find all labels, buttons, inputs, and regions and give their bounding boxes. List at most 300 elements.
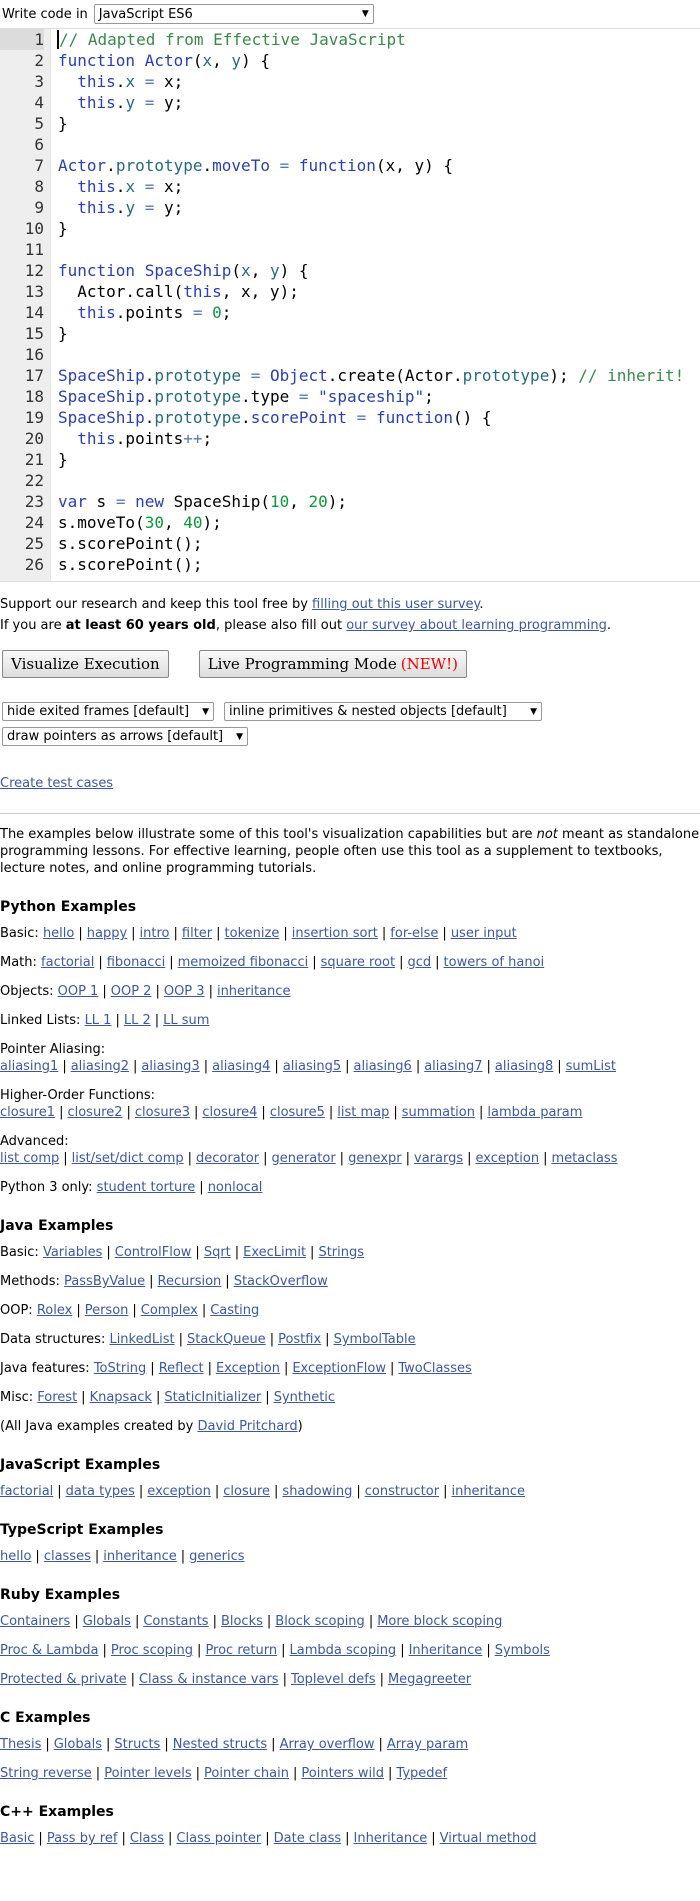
- create-test-cases-link[interactable]: Create test cases: [0, 776, 114, 791]
- example-link-hello[interactable]: hello: [42, 926, 75, 941]
- code-line: [0, 365, 700, 386]
- example-link-classes[interactable]: classes: [43, 1549, 91, 1564]
- example-link-ll-1[interactable]: LL 1: [84, 1013, 112, 1028]
- example-row-label: Python 3 only:: [0, 1180, 97, 1195]
- example-link-pointer-levels[interactable]: Pointer levels: [104, 1766, 192, 1781]
- example-link-symbols[interactable]: Symbols: [494, 1643, 550, 1658]
- example-link-stackqueue[interactable]: StackQueue: [186, 1332, 266, 1347]
- example-link-constructor[interactable]: constructor: [364, 1484, 440, 1499]
- code-editor[interactable]: [0, 28, 700, 582]
- code-line: [0, 323, 700, 344]
- example-link-basic[interactable]: Basic: [0, 1831, 35, 1846]
- example-row: [0, 954, 700, 971]
- example-link-memoized-fibonacci[interactable]: memoized fibonacci: [177, 955, 309, 970]
- example-link-aliasing8[interactable]: aliasing8: [494, 1059, 554, 1074]
- line-number: 9: [34, 198, 44, 217]
- visualize-label: Visualize Execution: [11, 655, 160, 673]
- example-link-aliasing2[interactable]: aliasing2: [70, 1059, 130, 1074]
- example-link-oop-1[interactable]: OOP 1: [57, 984, 99, 999]
- example-row: [0, 1087, 700, 1121]
- example-link-forest[interactable]: Forest: [37, 1390, 78, 1405]
- frames-select[interactable]: [2, 702, 214, 721]
- separator: |: [98, 955, 103, 970]
- chevron-down-icon: ▼: [530, 706, 537, 717]
- code-lines: [0, 29, 700, 575]
- separator: |: [274, 1484, 279, 1499]
- intro-part-2: meant as standalone programming lessons. For effective learning, people often use this tool as a supplement to textbooks, lecture notes, and online programming tutorials.: [0, 827, 700, 876]
- separator: |: [312, 955, 317, 970]
- code-line: [0, 176, 700, 197]
- visualize-execution-button[interactable]: [2, 650, 169, 678]
- separator: |: [173, 926, 178, 941]
- code-text: s.moveTo(30, 40);: [58, 513, 222, 532]
- example-link-class-instance-vars[interactable]: Class & instance vars: [138, 1672, 279, 1687]
- example-row: [0, 1418, 700, 1435]
- example-link-ll-sum[interactable]: LL sum: [163, 1013, 210, 1028]
- code-text: this.x = x;: [77, 72, 184, 91]
- example-link-tostring[interactable]: ToString: [93, 1361, 147, 1376]
- separator: |: [281, 1643, 286, 1658]
- example-link-fibonacci[interactable]: fibonacci: [106, 955, 166, 970]
- example-link-insertion-sort[interactable]: insertion sort: [291, 926, 378, 941]
- example-link-proc-lambda[interactable]: Proc & Lambda: [0, 1643, 99, 1658]
- example-link-closure[interactable]: closure: [223, 1484, 271, 1499]
- code-line: [0, 449, 700, 470]
- separator: |: [486, 1643, 491, 1658]
- example-link-array-overflow[interactable]: Array overflow: [279, 1737, 375, 1752]
- line-number: 18: [24, 387, 44, 406]
- example-link-square-root[interactable]: square root: [320, 955, 396, 970]
- example-row-label: Basic:: [0, 926, 43, 941]
- separator: |: [415, 1059, 421, 1074]
- example-link-inheritance[interactable]: inheritance: [103, 1549, 177, 1564]
- line-number: 6: [34, 135, 44, 154]
- example-row-label: Linked Lists:: [0, 1013, 85, 1028]
- example-link-lambda-param[interactable]: lambda param: [487, 1105, 583, 1120]
- language-row: [0, 0, 700, 28]
- code-line: [0, 512, 700, 533]
- age-survey-bold: at least 60 years old: [65, 618, 216, 633]
- separator: |: [102, 1643, 107, 1658]
- age-survey-text: If you are: [0, 618, 66, 633]
- example-row: [0, 1736, 700, 1753]
- separator: |: [35, 1549, 40, 1564]
- example-link-virtual-method[interactable]: Virtual method: [439, 1831, 537, 1846]
- separator: |: [442, 926, 447, 941]
- code-line: [0, 491, 700, 512]
- example-row: [0, 1360, 700, 1377]
- separator: |: [390, 1361, 395, 1376]
- example-link-nonlocal[interactable]: nonlocal: [207, 1180, 263, 1195]
- separator: |: [381, 926, 387, 941]
- example-link-gcd[interactable]: gcd: [407, 955, 432, 970]
- example-link-nested-structs[interactable]: Nested structs: [172, 1737, 268, 1752]
- example-link-varargs[interactable]: varargs: [414, 1151, 464, 1166]
- example-link-twoclasses[interactable]: TwoClasses: [398, 1361, 472, 1376]
- example-link-protected-private[interactable]: Protected & private: [0, 1672, 127, 1687]
- example-link-happy[interactable]: happy: [86, 926, 128, 941]
- example-link-decorator[interactable]: decorator: [196, 1151, 260, 1166]
- example-row: [0, 1765, 700, 1782]
- code-text: function Actor(x, y) {: [58, 51, 270, 70]
- example-link-closure4[interactable]: closure4: [202, 1105, 258, 1120]
- separator: |: [62, 1059, 67, 1074]
- separator: |: [154, 1013, 160, 1028]
- separator: |: [265, 1831, 270, 1846]
- code-text: this.x = x;: [77, 177, 184, 196]
- separator: |: [405, 1151, 411, 1166]
- example-row: [0, 1133, 700, 1167]
- live-programming-button[interactable]: [199, 650, 467, 678]
- example-link-exception[interactable]: exception: [147, 1484, 211, 1499]
- separator: |: [400, 1643, 405, 1658]
- language-select[interactable]: [94, 4, 374, 24]
- separator: |: [234, 1245, 240, 1260]
- code-text: function SpaceShip(x, y) {: [58, 261, 309, 280]
- example-link-exception[interactable]: exception: [475, 1151, 540, 1166]
- example-link-class-pointer[interactable]: Class pointer: [176, 1831, 262, 1846]
- example-link-blocks[interactable]: Blocks: [220, 1614, 263, 1629]
- line-number: 12: [24, 261, 44, 280]
- example-link-reflect[interactable]: Reflect: [158, 1361, 204, 1376]
- write-code-label: Write code in: [2, 6, 88, 22]
- example-link-generator[interactable]: generator: [271, 1151, 336, 1166]
- code-text: }: [58, 114, 68, 133]
- line-number: 2: [34, 51, 44, 70]
- example-link-closure5[interactable]: closure5: [269, 1105, 325, 1120]
- example-link-list-comp[interactable]: list comp: [0, 1151, 60, 1166]
- learning-survey-link[interactable]: our survey about learning programming: [346, 618, 607, 633]
- example-link-array-param[interactable]: Array param: [386, 1737, 469, 1752]
- example-link-aliasing3[interactable]: aliasing3: [141, 1059, 200, 1074]
- separator: |: [187, 1151, 193, 1166]
- line-number: 1: [0, 29, 44, 50]
- python-examples-heading: Python Examples: [0, 899, 137, 915]
- example-link-complex[interactable]: Complex: [140, 1303, 198, 1318]
- example-link-proc-return[interactable]: Proc return: [205, 1643, 278, 1658]
- code-line: [0, 218, 700, 239]
- code-line: [0, 344, 700, 365]
- chevron-down-icon: ▼: [236, 731, 243, 742]
- example-link-more-block-scoping[interactable]: More block scoping: [377, 1614, 503, 1629]
- primitives-select-value: inline primitives & nested objects [default]: [229, 704, 507, 719]
- example-link-casting[interactable]: Casting: [210, 1303, 260, 1318]
- code-text: var s = new SpaceShip(10, 20);: [58, 492, 348, 511]
- example-row-label: OOP:: [0, 1303, 37, 1318]
- code-text: this.y = y;: [77, 93, 184, 112]
- separator: |: [115, 1013, 120, 1028]
- code-line: [0, 50, 700, 71]
- line-number: 24: [24, 513, 44, 532]
- example-link-linkedlist[interactable]: LinkedList: [109, 1332, 175, 1347]
- example-link-student-torture[interactable]: student torture: [96, 1180, 196, 1195]
- example-row: [0, 1548, 700, 1565]
- example-link-shadowing[interactable]: shadowing: [282, 1484, 353, 1499]
- example-link-sqrt[interactable]: Sqrt: [203, 1245, 231, 1260]
- example-link-date-class[interactable]: Date class: [273, 1831, 342, 1846]
- pointers-select-value: draw pointers as arrows [default]: [7, 729, 224, 744]
- example-link-summation[interactable]: summation: [401, 1105, 475, 1120]
- separator: |: [121, 1831, 126, 1846]
- example-link-inheritance[interactable]: inheritance: [451, 1484, 525, 1499]
- action-buttons: [0, 650, 700, 678]
- example-row: [0, 1389, 700, 1406]
- example-link-aliasing7[interactable]: aliasing7: [424, 1059, 483, 1074]
- example-link-aliasing5[interactable]: aliasing5: [282, 1059, 342, 1074]
- user-survey-link[interactable]: filling out this user survey: [312, 597, 480, 612]
- example-link-typedef[interactable]: Typedef: [396, 1766, 448, 1781]
- example-link-inheritance[interactable]: inheritance: [216, 984, 291, 999]
- example-link-globals[interactable]: Globals: [53, 1737, 102, 1752]
- code-text: }: [58, 324, 68, 343]
- example-row: [0, 1273, 700, 1290]
- example-link-strings[interactable]: Strings: [318, 1245, 365, 1260]
- separator: |: [45, 1737, 50, 1752]
- example-link-controlflow[interactable]: ControlFlow: [114, 1245, 192, 1260]
- code-line: [0, 197, 700, 218]
- example-row: [0, 1671, 700, 1688]
- example-link-pointers-wild[interactable]: Pointers wild: [301, 1766, 385, 1781]
- example-row: [0, 1179, 700, 1196]
- intro-emphasis: not: [536, 827, 558, 842]
- separator: |: [74, 1614, 79, 1629]
- divider: [0, 813, 700, 814]
- separator: |: [388, 1766, 393, 1781]
- example-link-class[interactable]: Class: [129, 1831, 165, 1846]
- example-link-factorial[interactable]: factorial: [41, 955, 95, 970]
- example-link-aliasing6[interactable]: aliasing6: [353, 1059, 412, 1074]
- separator: |: [399, 955, 404, 970]
- code-text: }: [58, 450, 68, 469]
- example-link-metaclass[interactable]: metaclass: [551, 1151, 618, 1166]
- separator: |: [443, 1484, 448, 1499]
- survey-text: Support our research and keep this tool free by: [0, 597, 313, 612]
- separator: |: [263, 1151, 268, 1166]
- example-link-passbyvalue[interactable]: PassByValue: [64, 1274, 146, 1289]
- example-link-stackoverflow[interactable]: StackOverflow: [233, 1274, 328, 1289]
- example-link-sumlist[interactable]: sumList: [565, 1059, 617, 1074]
- example-link-block-scoping[interactable]: Block scoping: [275, 1614, 365, 1629]
- survey-notice: [0, 582, 700, 636]
- example-row: [0, 1331, 700, 1348]
- java-examples-heading: Java Examples: [0, 1218, 114, 1234]
- example-link-recursion[interactable]: Recursion: [157, 1274, 222, 1289]
- example-link-list-set-dict-comp[interactable]: list/set/dict comp: [71, 1151, 184, 1166]
- separator: |: [81, 1390, 86, 1405]
- example-row-label: Objects:: [0, 984, 58, 999]
- separator: |: [193, 1105, 199, 1120]
- code-text: SpaceShip.prototype.scorePoint = function() {: [58, 408, 492, 427]
- survey-line-1: [0, 594, 700, 615]
- example-link-inheritance[interactable]: Inheritance: [408, 1643, 483, 1658]
- separator: |: [168, 1831, 173, 1846]
- separator: |: [178, 1332, 183, 1347]
- example-link-execlimit[interactable]: ExecLimit: [243, 1245, 307, 1260]
- age-survey-text-mid: , please also fill out: [215, 618, 347, 633]
- code-text: this.points++;: [77, 429, 213, 448]
- example-link-filter[interactable]: filter: [181, 926, 213, 941]
- example-row-label: Math:: [0, 955, 42, 970]
- example-link-user-input[interactable]: user input: [450, 926, 517, 941]
- example-row-label: Data structures:: [0, 1332, 110, 1347]
- code-line: [0, 71, 700, 92]
- example-link-string-reverse[interactable]: String reverse: [0, 1766, 92, 1781]
- example-row: [0, 1642, 700, 1659]
- line-number: 7: [34, 156, 44, 175]
- separator: |: [130, 1672, 135, 1687]
- example-link-thesis[interactable]: Thesis: [0, 1737, 42, 1752]
- example-link-megagreeter[interactable]: Megagreeter: [387, 1672, 472, 1687]
- pointers-select[interactable]: [2, 727, 248, 746]
- example-link-pass-by-ref[interactable]: Pass by ref: [46, 1831, 118, 1846]
- code-text: Actor.prototype.moveTo = function(x, y) {: [58, 156, 453, 175]
- example-row-label: Misc:: [0, 1390, 38, 1405]
- example-row-suffix: ): [297, 1419, 303, 1434]
- example-link-closure2[interactable]: closure2: [67, 1105, 123, 1120]
- line-number: 13: [24, 282, 44, 301]
- example-link-pointer-chain[interactable]: Pointer chain: [204, 1766, 289, 1781]
- separator: |: [328, 1105, 334, 1120]
- separator: |: [134, 1614, 140, 1629]
- example-link-synthetic[interactable]: Synthetic: [273, 1390, 336, 1405]
- example-link-variables[interactable]: Variables: [42, 1245, 103, 1260]
- primitives-select[interactable]: [224, 702, 542, 721]
- separator: |: [431, 1831, 436, 1846]
- code-text: // Adapted from Effective JavaScript: [59, 30, 406, 49]
- intro-part-1: The examples below illustrate some of this tool's visualization capabilities but are: [0, 827, 537, 842]
- separator: |: [467, 1151, 472, 1166]
- example-link-symboltable[interactable]: SymbolTable: [333, 1332, 416, 1347]
- ruby-examples-heading: Ruby Examples: [0, 1587, 121, 1603]
- example-row: [0, 1830, 700, 1847]
- separator: |: [197, 1643, 202, 1658]
- line-number: 11: [24, 240, 44, 259]
- code-line: [0, 407, 700, 428]
- example-link-toplevel-defs[interactable]: Toplevel defs: [290, 1672, 376, 1687]
- separator: |: [478, 1105, 484, 1120]
- line-number: 26: [24, 555, 44, 574]
- separator: |: [310, 1245, 315, 1260]
- example-link-factorial[interactable]: factorial: [0, 1484, 54, 1499]
- separator: |: [38, 1831, 43, 1846]
- example-link-exception[interactable]: Exception: [215, 1361, 280, 1376]
- example-link-for-else[interactable]: for-else: [390, 926, 439, 941]
- example-row: [0, 1302, 700, 1319]
- code-line: [0, 554, 700, 575]
- separator: |: [208, 984, 213, 999]
- example-link-oop-3[interactable]: OOP 3: [163, 984, 205, 999]
- separator: |: [138, 1484, 144, 1499]
- code-line: [0, 92, 700, 113]
- example-link-towers-of-hanoi[interactable]: towers of hanoi: [443, 955, 545, 970]
- survey-line-2: [0, 615, 700, 636]
- example-link-list-map[interactable]: list map: [337, 1105, 390, 1120]
- line-number: 16: [24, 345, 44, 364]
- separator: |: [207, 1361, 212, 1376]
- separator: |: [368, 1614, 374, 1629]
- separator: |: [325, 1332, 330, 1347]
- frames-select-value: hide exited frames [default]: [7, 704, 190, 719]
- example-row: [0, 1012, 700, 1029]
- code-text: s.scorePoint();: [58, 534, 203, 553]
- example-link-intro[interactable]: intro: [139, 926, 170, 941]
- example-row-label: Java features:: [0, 1361, 94, 1376]
- example-link-constants[interactable]: Constants: [143, 1614, 209, 1629]
- example-link-knapsack[interactable]: Knapsack: [89, 1390, 152, 1405]
- example-link-closure3[interactable]: closure3: [134, 1105, 190, 1120]
- separator: |: [214, 1484, 220, 1499]
- example-link-inheritance[interactable]: Inheritance: [353, 1831, 428, 1846]
- line-number: 3: [34, 72, 44, 91]
- line-number: 4: [34, 93, 44, 112]
- separator: |: [486, 1059, 491, 1074]
- javascript-examples-heading: JavaScript Examples: [0, 1457, 161, 1473]
- line-number: 8: [34, 177, 44, 196]
- example-link-postfix[interactable]: Postfix: [278, 1332, 322, 1347]
- example-link-lambda-scoping[interactable]: Lambda scoping: [289, 1643, 397, 1658]
- separator: |: [265, 1390, 270, 1405]
- separator: |: [195, 1245, 200, 1260]
- separator: |: [266, 1614, 272, 1629]
- example-link-genexpr[interactable]: genexpr: [348, 1151, 402, 1166]
- code-line: [0, 260, 700, 281]
- example-link-hello[interactable]: hello: [0, 1549, 32, 1564]
- example-link-aliasing1[interactable]: aliasing1: [0, 1059, 59, 1074]
- separator: |: [543, 1151, 548, 1166]
- example-link-aliasing4[interactable]: aliasing4: [212, 1059, 271, 1074]
- separator: |: [282, 1672, 287, 1687]
- code-line: [0, 113, 700, 134]
- example-link-david-pritchard[interactable]: David Pritchard: [197, 1419, 298, 1434]
- example-link-structs[interactable]: Structs: [114, 1737, 161, 1752]
- example-link-generics[interactable]: generics: [189, 1549, 245, 1564]
- code-line: [0, 29, 700, 50]
- example-link-globals[interactable]: Globals: [82, 1614, 131, 1629]
- line-number: 19: [24, 408, 44, 427]
- example-link-exceptionflow[interactable]: ExceptionFlow: [292, 1361, 386, 1376]
- separator: |: [57, 1484, 62, 1499]
- separator: |: [274, 1059, 279, 1074]
- code-line: [0, 386, 700, 407]
- c-examples-heading: C Examples: [0, 1710, 91, 1726]
- code-text: SpaceShip.prototype = Object.create(Actor.prototype); // inherit!: [58, 366, 685, 385]
- separator: |: [78, 926, 83, 941]
- separator: |: [269, 1332, 275, 1347]
- example-link-rolex[interactable]: Rolex: [36, 1303, 73, 1318]
- separator: |: [271, 1737, 276, 1752]
- example-link-ll-2[interactable]: LL 2: [123, 1013, 151, 1028]
- code-line: [0, 281, 700, 302]
- separator: |: [126, 1105, 131, 1120]
- example-row: [0, 1041, 700, 1075]
- example-link-oop-2[interactable]: OOP 2: [110, 984, 152, 999]
- separator: |: [216, 926, 221, 941]
- example-link-staticinitializer[interactable]: StaticInitializer: [164, 1390, 262, 1405]
- example-link-proc-scoping[interactable]: Proc scoping: [110, 1643, 194, 1658]
- example-link-person[interactable]: Person: [84, 1303, 129, 1318]
- line-number: 23: [24, 492, 44, 511]
- example-link-tokenize[interactable]: tokenize: [224, 926, 280, 941]
- separator: |: [199, 1180, 204, 1195]
- separator: |: [133, 1059, 138, 1074]
- example-row: [0, 925, 700, 942]
- separator: |: [131, 926, 136, 941]
- example-link-containers[interactable]: Containers: [0, 1614, 71, 1629]
- example-link-closure1[interactable]: closure1: [0, 1105, 56, 1120]
- code-text: SpaceShip.prototype.type = "spaceship";: [58, 387, 434, 406]
- separator: |: [180, 1549, 186, 1564]
- example-link-data-types[interactable]: data types: [65, 1484, 135, 1499]
